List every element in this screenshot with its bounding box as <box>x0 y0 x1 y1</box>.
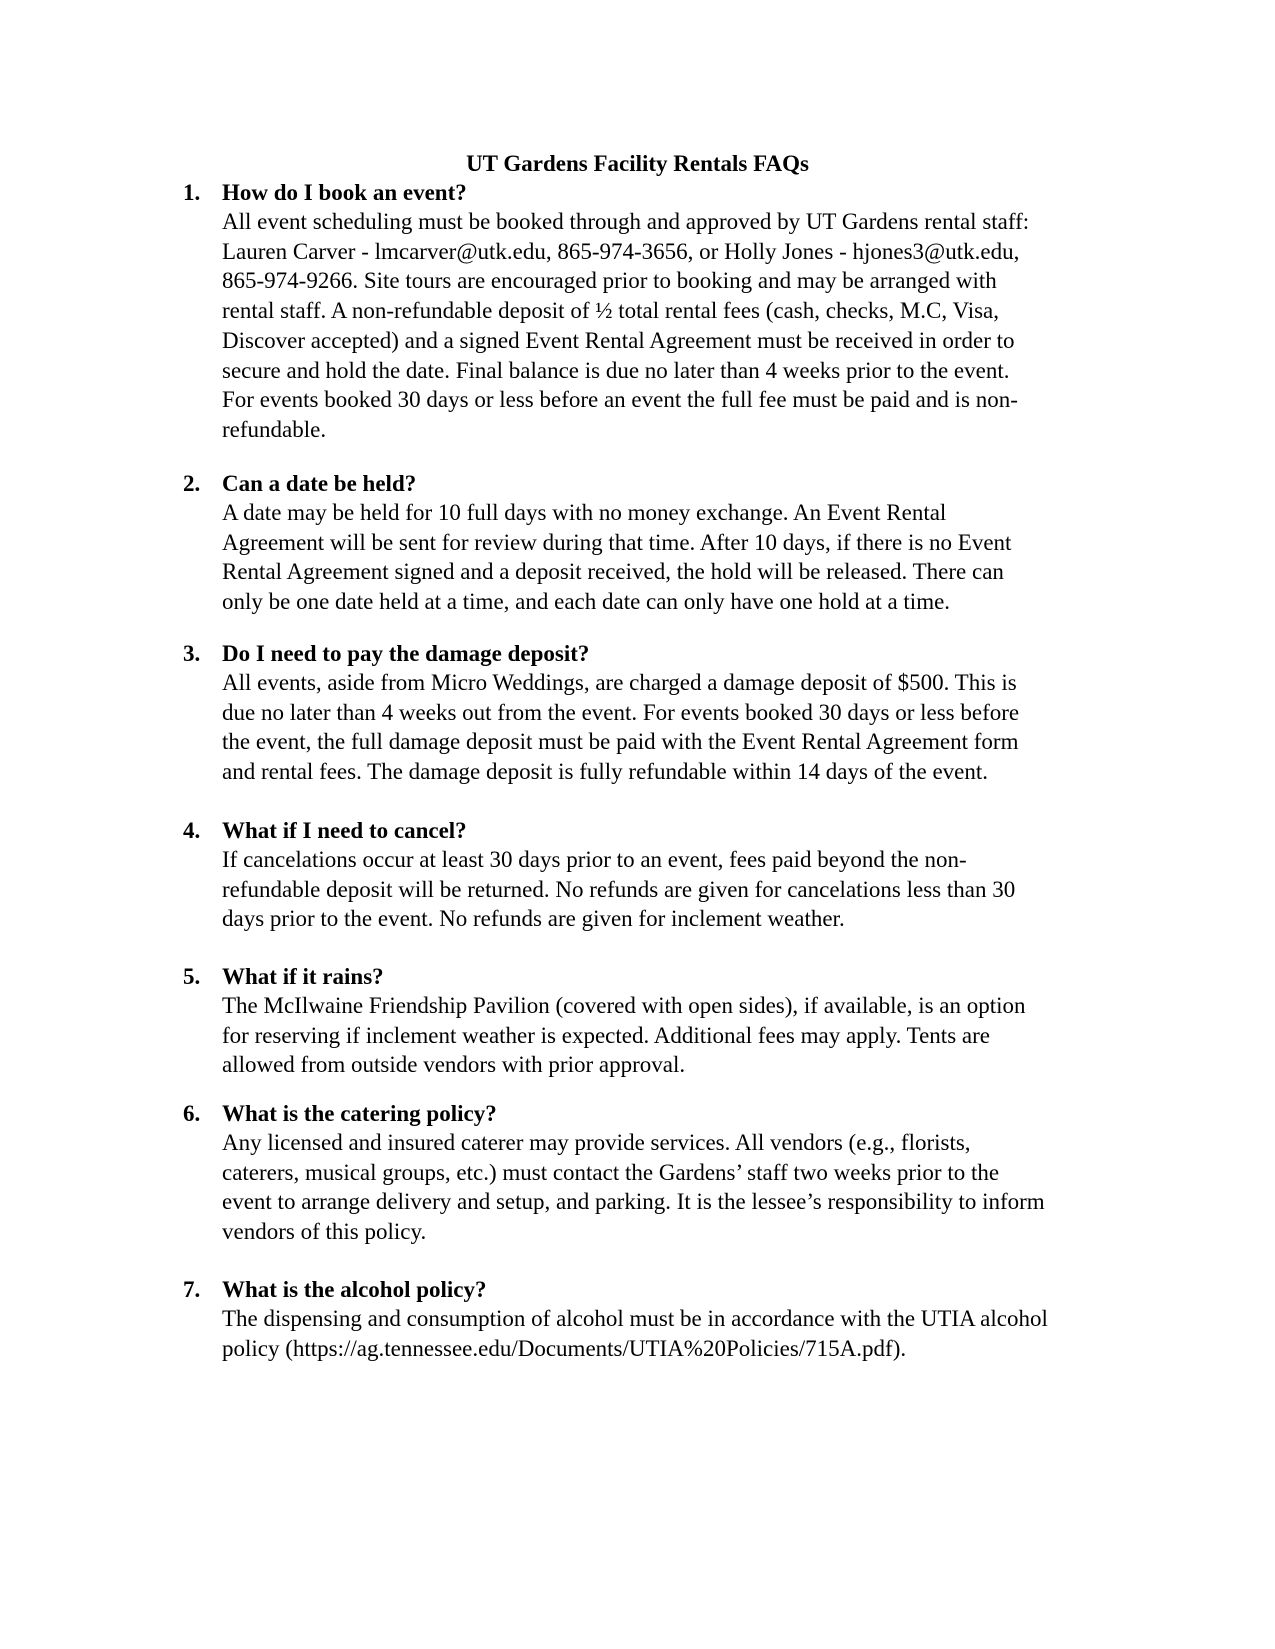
answer-line: Agreement will be sent for review during that time. After 10 days, if there is no Event <box>222 529 1012 555</box>
faq-number: 1. <box>183 180 201 205</box>
answer-line: rental staff. A non-refundable deposit of ½ total rental fees (cash, checks, M.C, Visa, <box>222 298 999 324</box>
answer-line: only be one date held at a time, and each date can only have one hold at a time. <box>222 589 951 615</box>
faq-answer <box>222 668 1084 787</box>
answer-line: refundable. <box>222 416 327 442</box>
faq-answer <box>222 1304 1084 1363</box>
answer-line: refundable deposit will be returned. No refunds are given for cancelations less than 30 <box>222 876 1016 902</box>
answer-line: allowed from outside vendors with prior approval. <box>222 1052 686 1078</box>
faq-number: 5. <box>183 964 201 989</box>
answer-line: The dispensing and consumption of alcohol must be in accordance with the UTIA alcohol <box>222 1306 1048 1331</box>
answer-line: Rental Agreement signed and a deposit received, the hold will be released. There can <box>222 559 1004 585</box>
answer-line: Any licensed and insured caterer may provide services. All vendors (e.g., florists, <box>222 1130 971 1155</box>
faq-number: 7. <box>183 1277 201 1302</box>
faq-answer <box>222 1128 1084 1247</box>
answer-line: 865-974-9266. Site tours are encouraged prior to booking and may be arranged with <box>222 268 997 294</box>
answer-line: A date may be held for 10 full days with no money exchange. An Event Rental <box>222 500 947 525</box>
faq-answer <box>222 991 1084 1080</box>
faq-question: Do I need to pay the damage deposit? <box>222 641 590 666</box>
answer-line: Lauren Carver - lmcarver@utk.edu, 865-974-3656, or Holly Jones - hjones3@utk.edu, <box>222 238 1020 264</box>
faq-number: 3. <box>183 641 201 666</box>
answer-line: due no later than 4 weeks out from the event. For events booked 30 days or less before <box>222 699 1020 725</box>
faq-number: 2. <box>183 471 201 496</box>
document-title: UT Gardens Facility Rentals FAQs <box>466 151 809 176</box>
faq-number: 6. <box>183 1101 201 1126</box>
faq-answer <box>222 207 1084 445</box>
faq-answer <box>222 498 1084 617</box>
answer-line: the event, the full damage deposit must be paid with the Event Rental Agreement form <box>222 729 1019 755</box>
faq-question: Can a date be held? <box>222 471 417 496</box>
faq-question: What is the alcohol policy? <box>222 1277 487 1302</box>
answer-line: caterers, musical groups, etc.) must contact the Gardens’ staff two weeks prior to the <box>222 1159 1000 1185</box>
answer-line: event to arrange delivery and setup, and parking. It is the lessee’s responsibility to inform <box>222 1189 1045 1215</box>
answer-line: All events, aside from Micro Weddings, are charged a damage deposit of $500. This is <box>222 670 1017 695</box>
faq-number: 4. <box>183 818 201 843</box>
answer-line: policy (https://ag.tennessee.edu/Documents/UTIA%20Policies/715A.pdf). <box>222 1335 907 1361</box>
answer-line: All event scheduling must be booked through and approved by UT Gardens rental staff: <box>222 209 1030 234</box>
answer-line: and rental fees. The damage deposit is fully refundable within 14 days of the event. <box>222 759 989 785</box>
answer-line: Discover accepted) and a signed Event Rental Agreement must be received in order to <box>222 327 1015 353</box>
answer-line: If cancelations occur at least 30 days prior to an event, fees paid beyond the non- <box>222 847 967 872</box>
answer-line: for reserving if inclement weather is expected. Additional fees may apply. Tents are <box>222 1022 990 1048</box>
answer-line: For events booked 30 days or less before an event the full fee must be paid and is non- <box>222 387 1018 413</box>
answer-line: The McIlwaine Friendship Pavilion (covered with open sides), if available, is an option <box>222 993 1026 1018</box>
faq-question: How do I book an event? <box>222 180 467 205</box>
answer-line: vendors of this policy. <box>222 1219 427 1245</box>
answer-line: days prior to the event. No refunds are given for inclement weather. <box>222 906 845 932</box>
answer-line: secure and hold the date. Final balance is due no later than 4 weeks prior to the event. <box>222 357 1010 383</box>
faq-question: What if I need to cancel? <box>222 818 467 843</box>
faq-question: What if it rains? <box>222 964 384 989</box>
faq-answer <box>222 845 1084 934</box>
faq-question: What is the catering policy? <box>222 1101 497 1126</box>
